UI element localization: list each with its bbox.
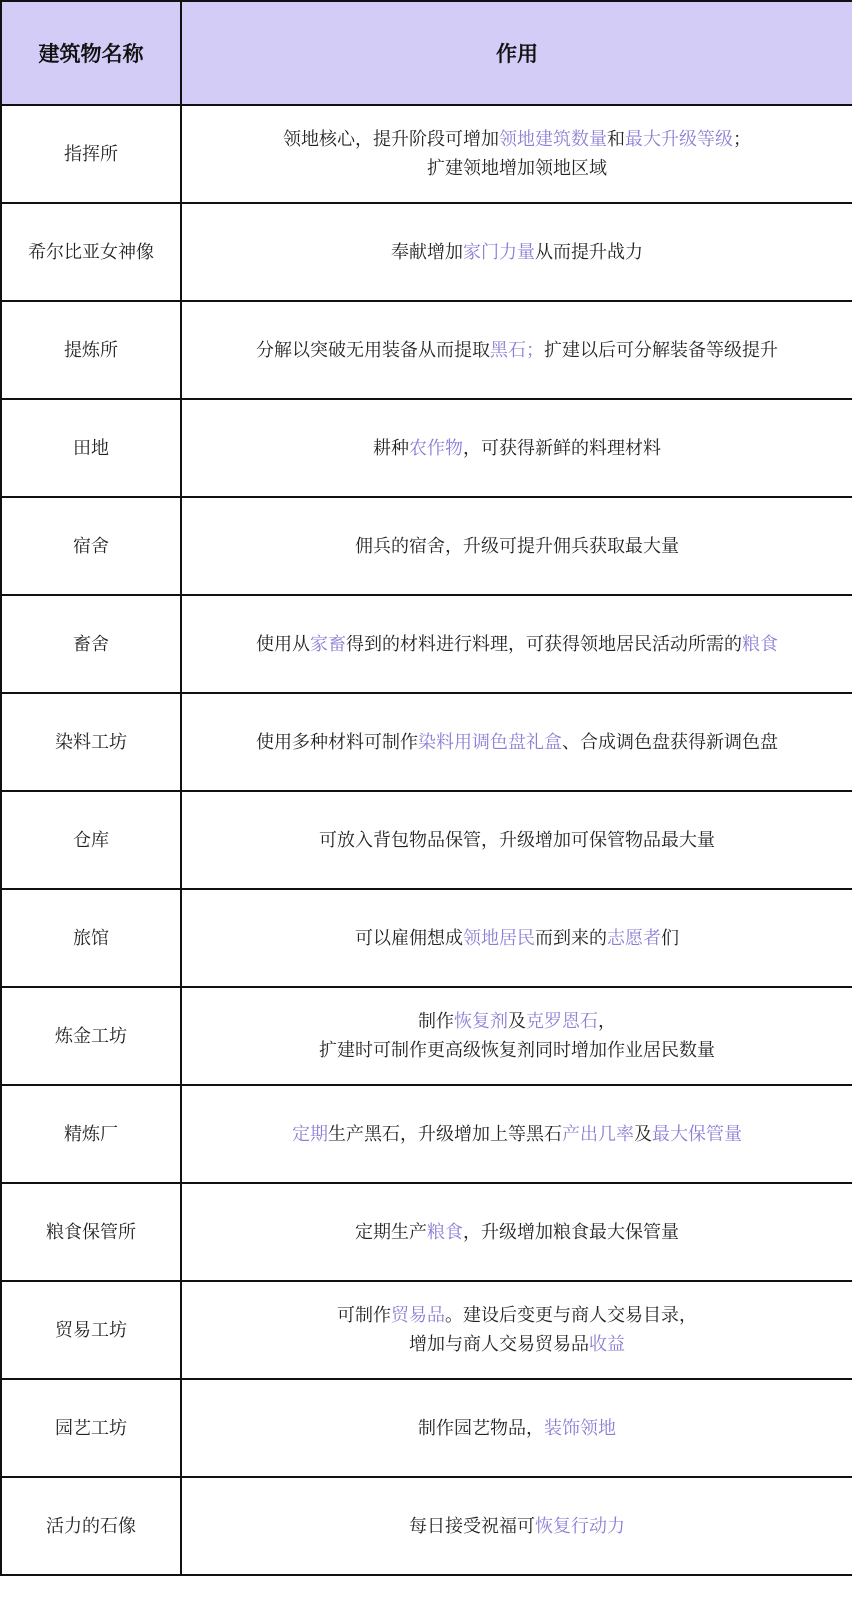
effect-text: 耕种 [373,437,409,459]
building-name-cell: 贸易工坊 [1,1281,181,1379]
building-name-cell: 希尔比亚女神像 [1,203,181,301]
effect-line [188,1414,846,1443]
effect-text: ； [733,129,751,150]
highlight-term: 农作物 [409,437,463,459]
building-name-cell: 园艺工坊 [1,1379,181,1477]
building-name-cell: 仓库 [1,791,181,889]
building-effect-cell [181,791,852,889]
effect-line [188,1120,846,1149]
table-row [1,889,852,987]
highlight-term: 黑石； [490,339,544,361]
effect-text: 制作园艺物品， [418,1417,544,1439]
effect-text: 奉献增加 [391,241,463,263]
effect-line [188,1218,846,1247]
effect-text: 可放入背包物品保管，升级增加可保管物品最大量 [319,829,715,851]
highlight-term: 最大升级等级 [625,129,733,150]
table-row [1,987,852,1085]
highlight-term: 收益 [589,1334,625,1355]
effect-line [188,532,846,561]
highlight-term: 领地居民 [463,927,535,949]
highlight-term: 领地建筑数量 [499,129,607,150]
effect-text: 佣兵的宿舍，升级可提升佣兵获取最大量 [355,535,679,557]
building-name-cell: 炼金工坊 [1,987,181,1085]
effect-line [188,125,846,154]
effect-text: 。建设后变更与商人交易目录， [445,1305,697,1326]
highlight-term: 恢复剂 [454,1011,508,1032]
effect-line [188,728,846,757]
effect-line [188,1512,846,1541]
effect-text: 使用从 [256,633,310,655]
table-row [1,497,852,595]
highlight-term: 志愿者 [607,927,661,949]
effect-text: 可以雇佣想成 [355,927,463,949]
effect-text: 分解以突破无用装备从而提取 [256,339,490,361]
highlight-term: 家畜 [310,633,346,655]
effect-text: ，可获得新鲜的料理材料 [463,437,661,459]
table-row [1,301,852,399]
building-effect-cell [181,987,852,1085]
table-row [1,1281,852,1379]
building-effect-cell [181,1379,852,1477]
header-effect: 作用 [181,1,852,105]
building-name-cell: 指挥所 [1,105,181,203]
effect-line [188,924,846,953]
effect-text: 而到来的 [535,927,607,949]
highlight-term: 粮食 [742,633,778,655]
building-effect-cell [181,1183,852,1281]
table-body [1,105,852,1575]
building-effect-cell [181,1085,852,1183]
building-effect-cell [181,497,852,595]
effect-text: 和 [607,129,625,150]
table-row [1,1477,852,1575]
highlight-term: 粮食 [427,1221,463,1243]
effect-text: 领地核心，提升阶段可增加 [283,129,499,150]
building-name-cell: 活力的石像 [1,1477,181,1575]
building-effect-cell [181,105,852,203]
highlight-term: 装饰领地 [544,1417,616,1439]
highlight-term: 克罗恩石 [526,1011,598,1032]
building-name-cell: 宿舍 [1,497,181,595]
table-row [1,105,852,203]
effect-text: 定期生产 [355,1221,427,1243]
table-row [1,1085,852,1183]
table-row [1,595,852,693]
highlight-term: 恢复行动力 [535,1515,625,1537]
building-name-cell: 粮食保管所 [1,1183,181,1281]
table-header-row [1,1,852,105]
building-effect-cell [181,301,852,399]
effect-text: 们 [661,927,679,949]
effect-text: 扩建领地增加领地区域 [427,158,607,179]
building-effect-cell [181,595,852,693]
effect-text: 从而提升战力 [535,241,643,263]
effect-text: 制作 [418,1011,454,1032]
effect-line [188,1007,846,1036]
effect-text: ，升级增加粮食最大保管量 [463,1221,679,1243]
table-row [1,693,852,791]
table-row [1,1379,852,1477]
effect-line [188,238,846,267]
header-building-name: 建筑物名称 [1,1,181,105]
building-name-cell: 田地 [1,399,181,497]
effect-text: 扩建以后可分解装备等级提升 [544,339,778,361]
highlight-term: 贸易品 [391,1305,445,1326]
table-row [1,399,852,497]
effect-line [188,434,846,463]
effect-text: ， [598,1011,616,1032]
effect-line [188,336,846,365]
effect-line [188,826,846,855]
building-effect-cell [181,1477,852,1575]
table-row [1,791,852,889]
table-row [1,1183,852,1281]
effect-text: 生产黑石，升级增加上等黑石 [328,1123,562,1145]
effect-line [188,1301,846,1330]
building-name-cell: 提炼所 [1,301,181,399]
building-name-cell: 旅馆 [1,889,181,987]
effect-text: 可制作 [337,1305,391,1326]
effect-text: 得到的材料进行料理，可获得领地居民活动所需的 [346,633,742,655]
building-effect-cell [181,399,852,497]
highlight-term: 染料用调色盘礼盒 [418,731,562,753]
highlight-term: 家门力量 [463,241,535,263]
effect-text: 每日接受祝福可 [409,1515,535,1537]
effect-line [188,154,846,183]
effect-line [188,1036,846,1065]
effect-line [188,1330,846,1359]
building-effect-cell [181,693,852,791]
effect-line [188,630,846,659]
table-row [1,203,852,301]
effect-text: 及 [508,1011,526,1032]
highlight-term: 定期 [292,1123,328,1145]
building-name-cell: 畜舍 [1,595,181,693]
building-name-cell: 染料工坊 [1,693,181,791]
effect-text: 使用多种材料可制作 [256,731,418,753]
effect-text: 、合成调色盘获得新调色盘 [562,731,778,753]
highlight-term: 产出几率 [562,1123,634,1145]
building-name-cell: 精炼厂 [1,1085,181,1183]
building-effect-cell [181,203,852,301]
building-effect-cell [181,1281,852,1379]
effect-text: 增加与商人交易贸易品 [409,1334,589,1355]
effect-text: 扩建时可制作更高级恢复剂同时增加作业居民数量 [319,1040,715,1061]
building-effect-cell [181,889,852,987]
effect-text: 及 [634,1123,652,1145]
highlight-term: 最大保管量 [652,1123,742,1145]
